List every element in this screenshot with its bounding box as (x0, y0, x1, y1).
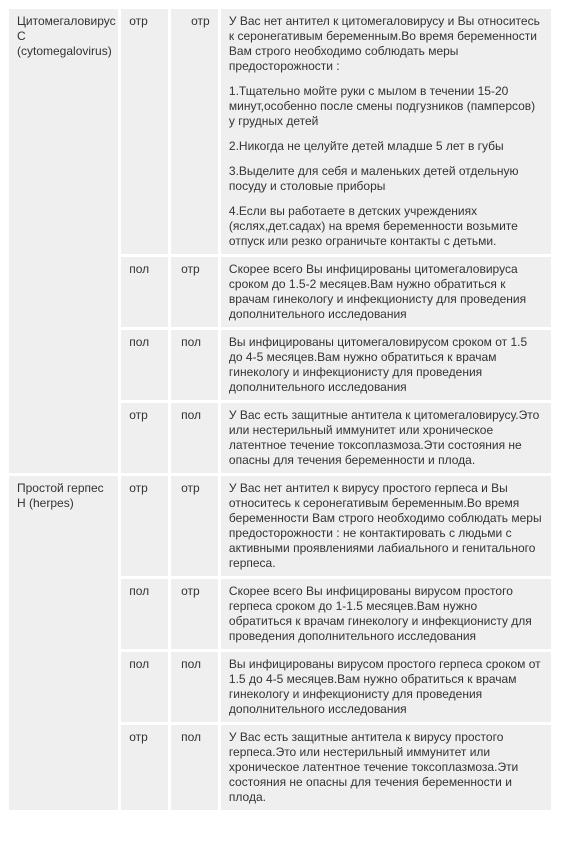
interpretation-text: Вы инфицированы цитомегаловирусом сроком от 1.5 до 4-5 месяцев.Вам нужно обратиться к врачам гинекологу и инфекционисту для проведения дополнительного исследования (221, 330, 551, 400)
igm-result: пол (121, 330, 168, 400)
igg-result: пол (171, 652, 218, 722)
igg-result: пол (171, 403, 218, 473)
igg-result: отр (171, 9, 218, 254)
interpretation-text: Скорее всего Вы инфицированы вирусом простого герпеса сроком до 1-1.5 месяцев.Вам нужно обратиться к врачам гинекологу и инфекционисту для проведения дополнительного исследования (221, 579, 551, 649)
igm-result: отр (121, 725, 168, 810)
interpretation-text: Вы инфицированы вирусом простого герпеса сроком от 1.5 до 4-5 месяцев.Вам нужно обратиться к врачам гинекологу и инфекционисту для проведения дополнительного исследования (221, 652, 551, 722)
igm-result: пол (121, 257, 168, 327)
virus-name: Цитомегаловирус С (17, 14, 116, 43)
virus-latin-name: (cytomegalovirus) (17, 44, 112, 58)
virus-name: Простой герпес Н (herpes) (17, 481, 104, 510)
precaution-item: 1.Тщательно мойте руки с мылом в течении 15-20 минут,особенно после смены подгузников (памперсов) у грудных детей (228, 84, 536, 128)
results-table (6, 6, 554, 813)
interpretation-cell (221, 9, 551, 254)
igm-result: отр (121, 9, 168, 254)
igm-result: пол (121, 652, 168, 722)
interpretation-text: У Вас нет антител к вирусу простого герпеса и Вы относитесь к серонегативым беременным.Во время беременности Вам строго необходимо соблюдать меры предосторожности : не контактировать с людьми с активными проявлениями лабиального и генитального герпеса. (221, 476, 551, 576)
igg-result: пол (171, 330, 218, 400)
igg-result: пол (171, 725, 218, 810)
precaution-item: 4.Если вы работаете в детских учреждениях (яслях,дет.садах) на время беременности возьмите отпуск или резко ограничьте контакты с детьми. (228, 204, 518, 248)
igg-result: отр (171, 257, 218, 327)
igg-result: отр (171, 476, 218, 576)
virus-name-cell (9, 476, 118, 810)
virus-name-cell (9, 9, 118, 473)
precaution-item: 3.Выделите для себя и маленьких детей отдельную посуду и столовые приборы (228, 164, 519, 193)
table-row (9, 9, 551, 254)
igg-result: отр (171, 579, 218, 649)
precaution-item: 2.Никогда не целуйте детей младше 5 лет в губы (228, 139, 504, 153)
table-row (9, 476, 551, 576)
interpretation-text: У Вас есть защитные антитела к вирусу простого герпеса.Это или нестерильный иммунитет или хроническое латентное течение токсоплазмоза.Эти состояния не опасны для течения беременности и плода. (221, 725, 551, 810)
igm-result: отр (121, 403, 168, 473)
igm-result: отр (121, 476, 168, 576)
igm-result: пол (121, 579, 168, 649)
interpretation-text: Скорее всего Вы инфицированы цитомегаловируса сроком до 1.5-2 месяцев.Вам нужно обратиться к врачам гинекологу и инфекционисту для проведения дополнительного исследования (221, 257, 551, 327)
interpretation-text: У Вас нет антител к цитомегаловирусу и Вы относитесь к серонегативым беременным.Во время беременности Вам строго необходимо соблюдать меры предосторожности : (228, 14, 540, 73)
interpretation-text: У Вас есть защитные антитела к цитомегаловирусу.Это или нестерильный иммунитет или хроническое латентное течение токсоплазмоза.Эти состояния не опасны для течения беременности и плода. (221, 403, 551, 473)
